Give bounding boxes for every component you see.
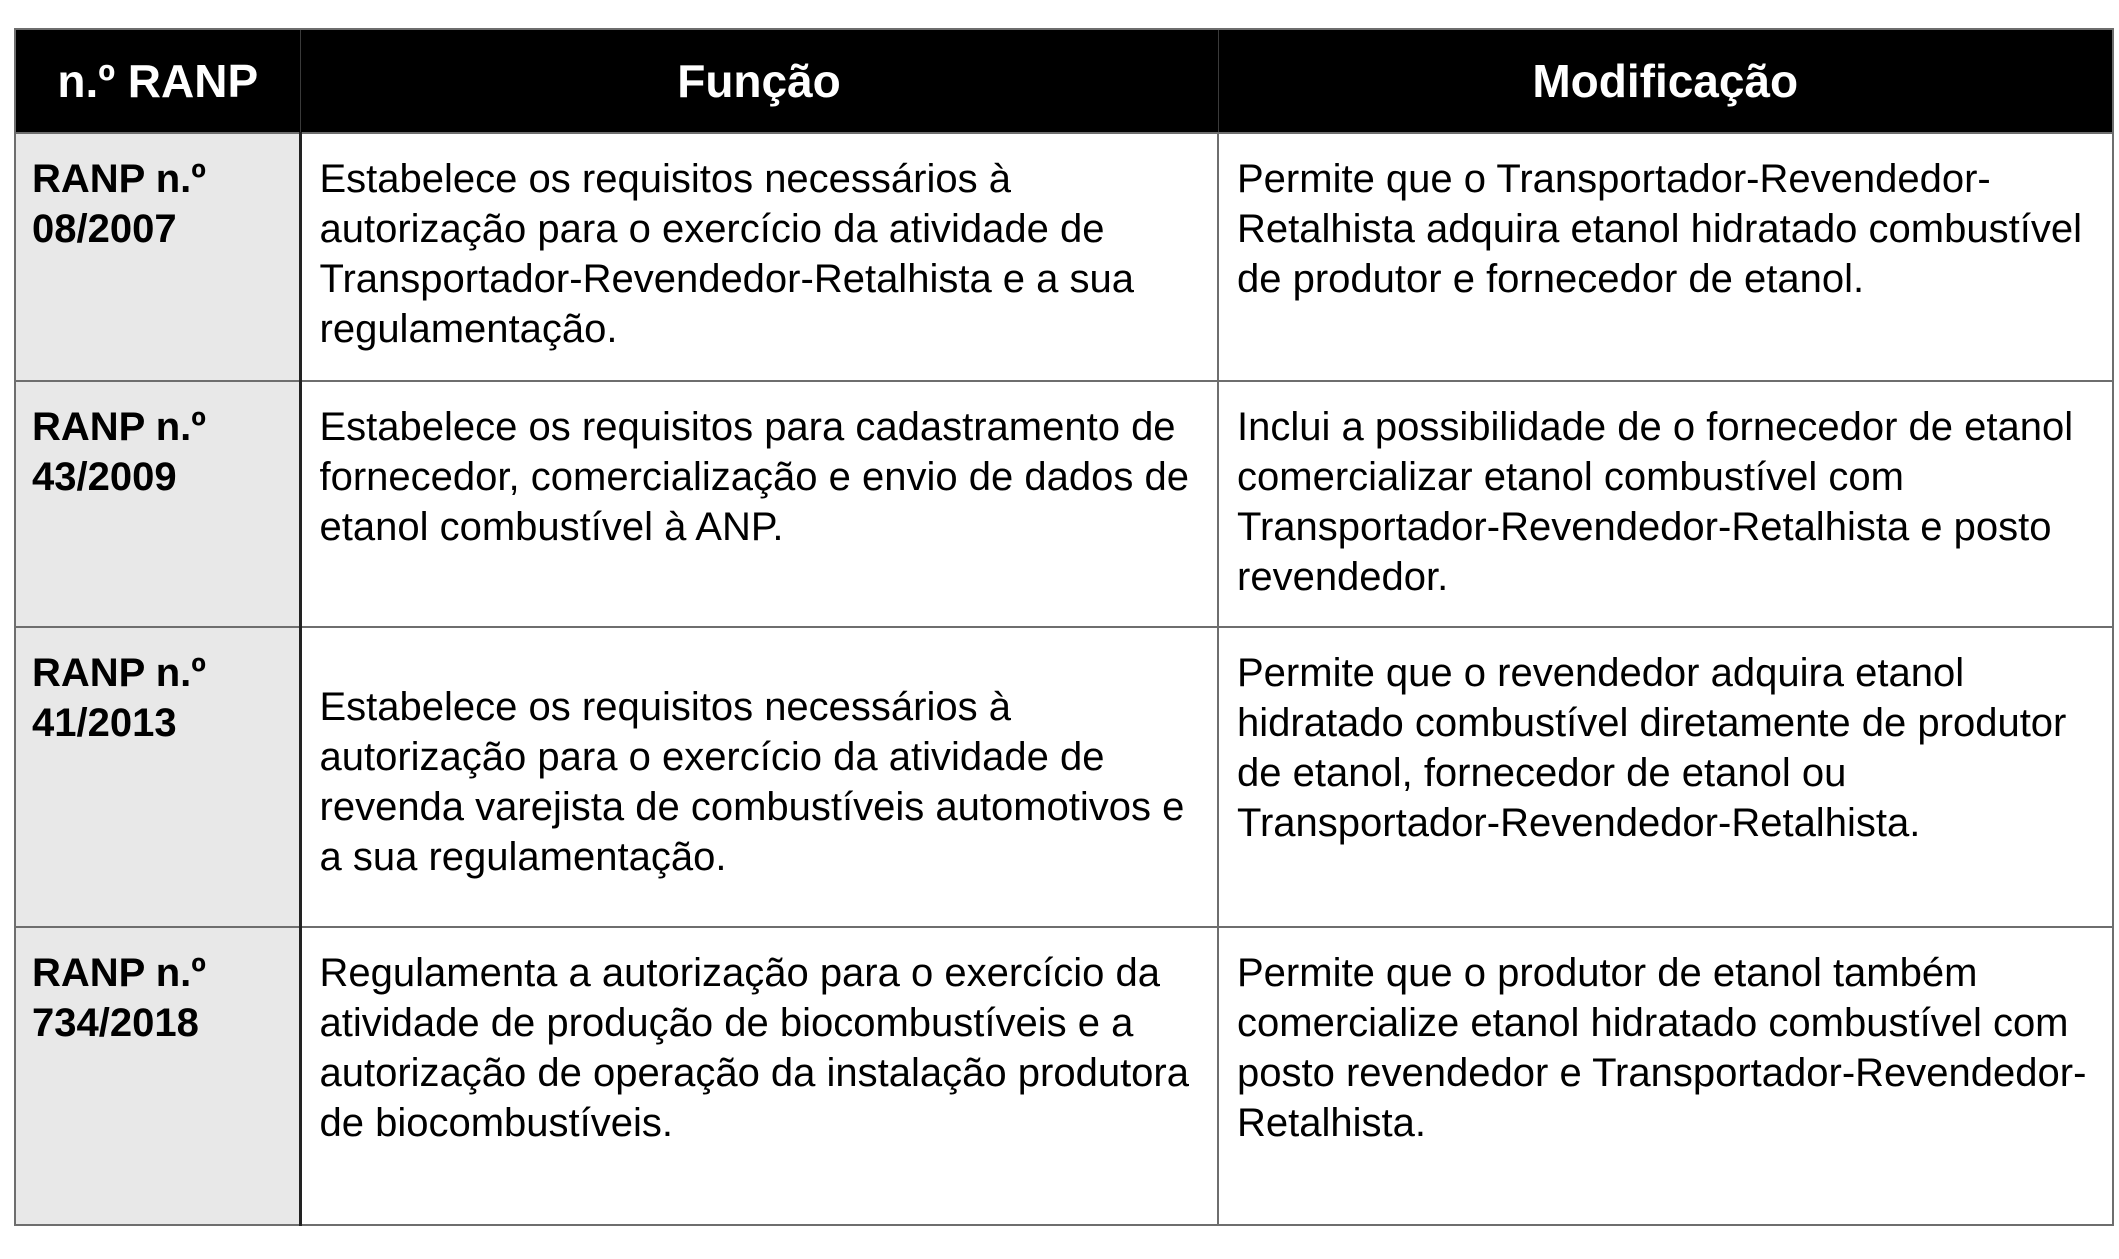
funcao-cell: Estabelece os requisitos para cadastramento de fornecedor, comercialização e envio de dados de etanol combustível à ANP. [300,381,1218,627]
table-header [15,29,2113,133]
ranp-cell: RANP n.º 734/2018 [15,927,300,1225]
funcao-cell: Estabelece os requisitos necessários à autorização para o exercício da atividade de Transportador-Revendedor-Retalhista e a sua regulamentação. [300,133,1218,381]
modificacao-cell: Permite que o revendedor adquira etanol hidratado combustível diretamente de produtor de etanol, fornecedor de etanol ou Transportador-Revendedor-Retalhista. [1218,627,2113,927]
header-funcao: Função [300,29,1218,133]
table-row [15,133,2113,381]
table-body [15,133,2113,1225]
table-row [15,627,2113,927]
modificacao-cell: Permite que o Transportador-Revendedor-Retalhista adquira etanol hidratado combustível de produtor e fornecedor de etanol. [1218,133,2113,381]
ranp-cell: RANP n.º 43/2009 [15,381,300,627]
ranp-table [14,28,2114,1226]
ranp-table-container [14,28,2112,1226]
ranp-cell: RANP n.º 41/2013 [15,627,300,927]
table-row [15,927,2113,1225]
header-modificacao: Modificação [1218,29,2113,133]
header-row [15,29,2113,133]
funcao-cell: Regulamenta a autorização para o exercício da atividade de produção de biocombustíveis e a autorização de operação da instalação produtora de biocombustíveis. [300,927,1218,1225]
ranp-cell: RANP n.º 08/2007 [15,133,300,381]
funcao-cell: Estabelece os requisitos necessários à autorização para o exercício da atividade de revenda varejista de combustíveis automotivos e a sua regulamentação. [300,627,1218,927]
modificacao-cell: Permite que o produtor de etanol também comercialize etanol hidratado combustível com posto revendedor e Transportador-Revendedor-Retalhista. [1218,927,2113,1225]
header-ranp: n.º RANP [15,29,300,133]
modificacao-cell: Inclui a possibilidade de o fornecedor de etanol comercializar etanol combustível com Transportador-Revendedor-Retalhista e posto revendedor. [1218,381,2113,627]
table-row [15,381,2113,627]
